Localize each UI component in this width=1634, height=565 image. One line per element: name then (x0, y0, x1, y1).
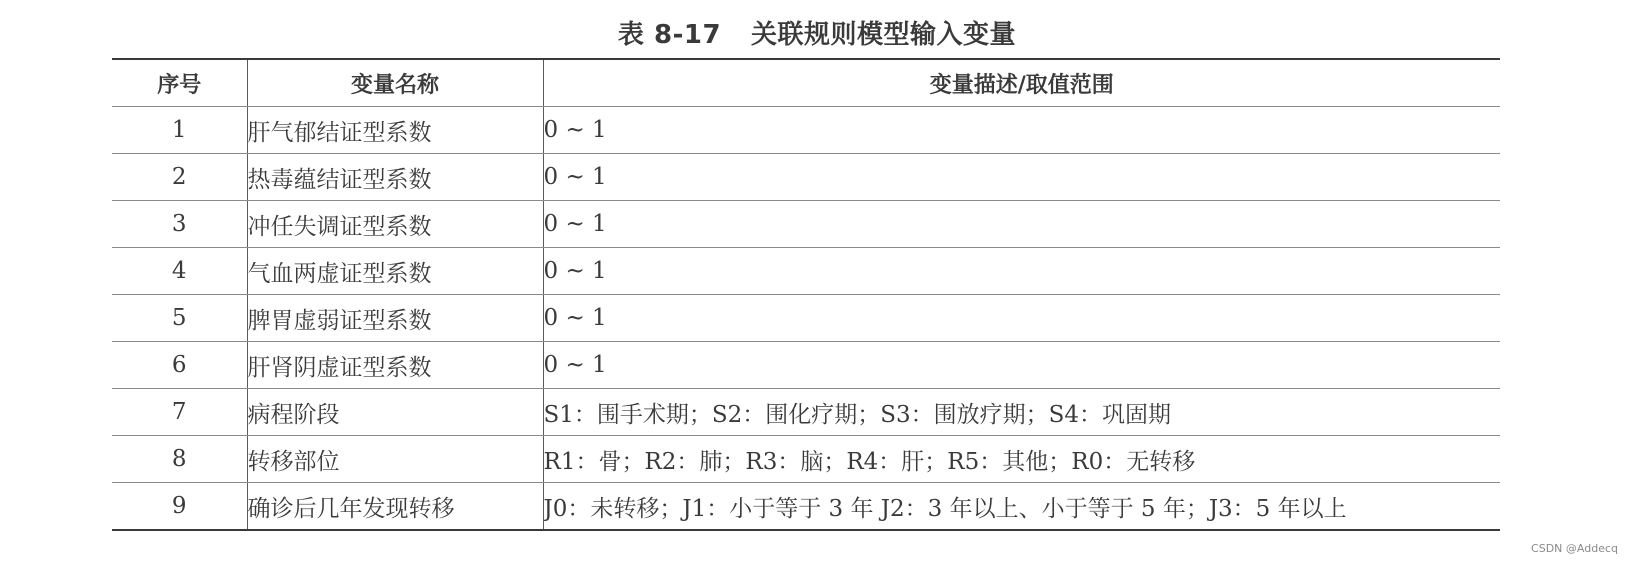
row-index: 5 (112, 295, 247, 342)
row-name: 确诊后几年发现转移 (247, 483, 543, 531)
table-row (112, 248, 1500, 295)
table-title: 关联规则模型输入变量 (751, 20, 1017, 50)
row-name: 转移部位 (247, 436, 543, 483)
variables-table (112, 58, 1500, 531)
table-number: 表 8-17 (617, 20, 722, 50)
table-row (112, 107, 1500, 154)
row-description: 0 ~ 1 (543, 295, 1500, 342)
row-name: 肝气郁结证型系数 (247, 107, 543, 154)
table-caption (0, 14, 1634, 51)
row-description: R1：骨；R2：肺；R3：脑；R4：肝；R5：其他；R0：无转移 (543, 436, 1500, 483)
table-row (112, 389, 1500, 436)
watermark: CSDN @Addecq (1531, 542, 1618, 555)
row-index: 8 (112, 436, 247, 483)
row-description: J0：未转移；J1：小于等于 3 年 J2：3 年以上、小于等于 5 年；J3：5 年以上 (543, 483, 1500, 531)
row-description: 0 ~ 1 (543, 342, 1500, 389)
header-row (112, 59, 1500, 107)
table-row (112, 295, 1500, 342)
row-description: 0 ~ 1 (543, 248, 1500, 295)
row-name: 肝肾阴虚证型系数 (247, 342, 543, 389)
row-name: 冲任失调证型系数 (247, 201, 543, 248)
row-description: S1：围手术期；S2：围化疗期；S3：围放疗期；S4：巩固期 (543, 389, 1500, 436)
header-name: 变量名称 (247, 59, 543, 107)
row-index: 4 (112, 248, 247, 295)
row-name: 热毒蕴结证型系数 (247, 154, 543, 201)
row-name: 气血两虚证型系数 (247, 248, 543, 295)
row-description: 0 ~ 1 (543, 107, 1500, 154)
table-row (112, 201, 1500, 248)
row-description: 0 ~ 1 (543, 201, 1500, 248)
row-description: 0 ~ 1 (543, 154, 1500, 201)
row-index: 1 (112, 107, 247, 154)
row-index: 2 (112, 154, 247, 201)
table-row (112, 436, 1500, 483)
row-name: 病程阶段 (247, 389, 543, 436)
table-row (112, 483, 1500, 531)
row-index: 3 (112, 201, 247, 248)
row-index: 6 (112, 342, 247, 389)
table-row (112, 154, 1500, 201)
header-index: 序号 (112, 59, 247, 107)
row-name: 脾胃虚弱证型系数 (247, 295, 543, 342)
header-description: 变量描述/取值范围 (543, 59, 1500, 107)
row-index: 9 (112, 483, 247, 531)
table-row (112, 342, 1500, 389)
row-index: 7 (112, 389, 247, 436)
